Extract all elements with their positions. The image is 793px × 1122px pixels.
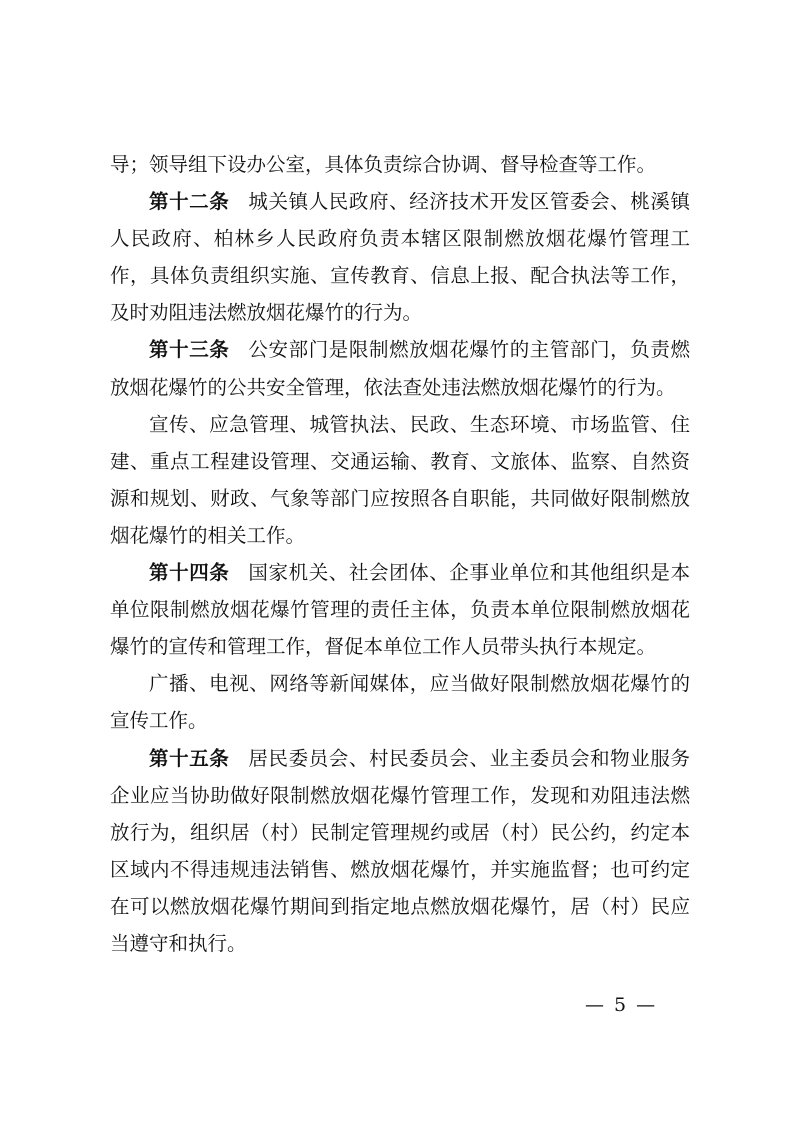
paragraph-text: 广播、电视、网络等新闻媒体，应当做好限制燃放烟花爆竹的宣传工作。 [110, 672, 690, 733]
article-heading: 第十二条 [149, 190, 230, 214]
article-heading: 第十三条 [149, 338, 230, 362]
article-13-paragraph-2 [110, 406, 690, 554]
article-14 [110, 554, 690, 665]
paragraph-text: 公安部门是限制燃放烟花爆竹的主管部门，负责燃放烟花爆竹的公共安全管理，依法查处违法燃放烟花爆竹的行为。 [110, 338, 690, 399]
paragraph-text: 居民委员会、村民委员会、业主委员会和物业服务企业应当协助做好限制燃放烟花爆竹管理工作，发现和劝阻违法燃放行为，组织居（村）民制定管理规约或居（村）民公约，约定本区域内不得违规违法销售、燃放烟花爆竹，并实施监督；也可约定在可以燃放烟花爆竹期间到指定地点燃放烟花爆竹，居（村）民应当遵守和执行。 [110, 746, 690, 955]
article-13 [110, 331, 690, 405]
paragraph-text: 宣传、应急管理、城管执法、民政、生态环境、市场监管、住建、重点工程建设管理、交通运输、教育、文旅体、监察、自然资源和规划、财政、气象等部门应按照各自职能，共同做好限制燃放烟花爆竹的相关工作。 [110, 412, 690, 547]
page-number: — 5 — [585, 994, 658, 1016]
paragraph-text: 城关镇人民政府、经济技术开发区管委会、桃溪镇人民政府、柏林乡人民政府负责本辖区限制燃放烟花爆竹管理工作，具体负责组织实施、宣传教育、信息上报、配合执法等工作，及时劝阻违法燃放烟花爆竹的行为。 [110, 190, 690, 325]
document-body [110, 146, 690, 962]
paragraph-text: 导；领导组下设办公室，具体负责综合协调、督导检查等工作。 [110, 153, 657, 176]
paragraph-continuation [110, 146, 690, 183]
article-14-paragraph-2 [110, 665, 690, 739]
article-12 [110, 183, 690, 331]
article-heading: 第十四条 [149, 561, 230, 585]
article-heading: 第十五条 [149, 746, 230, 770]
paragraph-text: 国家机关、社会团体、企事业单位和其他组织是本单位限制燃放烟花爆竹管理的责任主体，负责本单位限制燃放烟花爆竹的宣传和管理工作，督促本单位工作人员带头执行本规定。 [110, 561, 690, 659]
article-15 [110, 740, 690, 963]
